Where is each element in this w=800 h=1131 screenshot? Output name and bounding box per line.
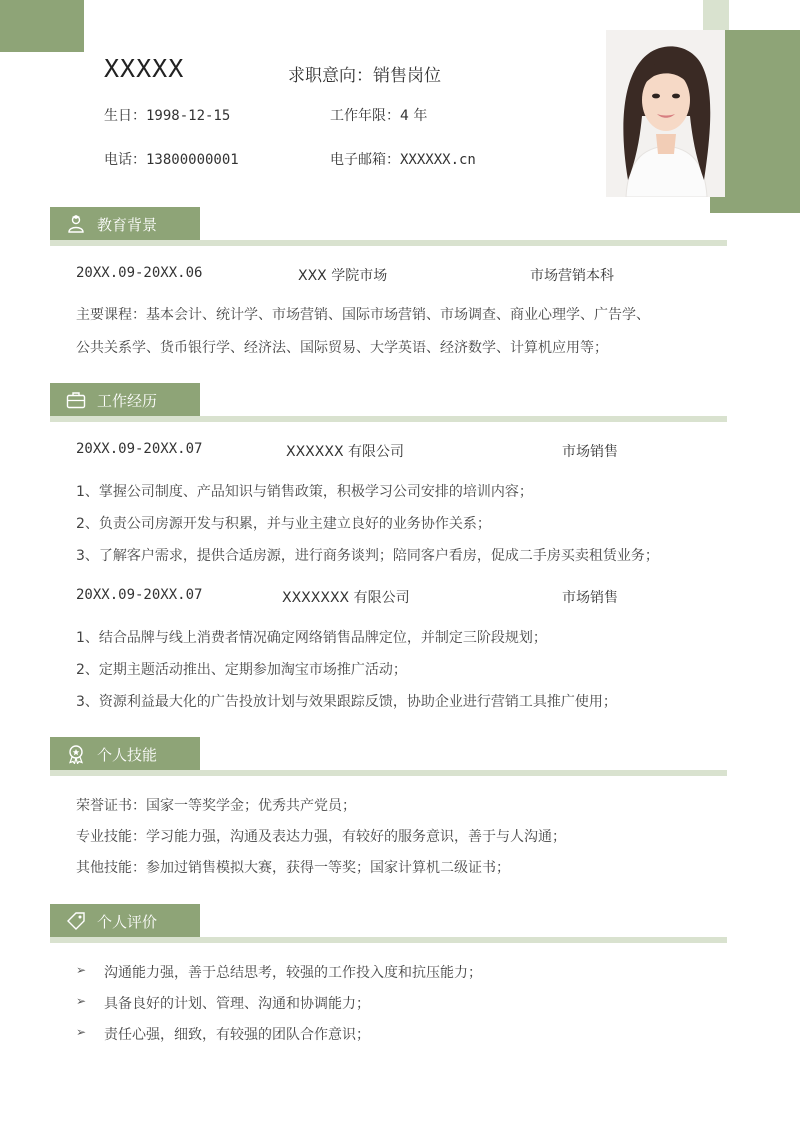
skill-line: 其他技能：参加过销售模拟大赛，获得一等奖；国家计算机二级证书； xyxy=(76,860,510,876)
education-major: 市场营销本科 xyxy=(530,268,614,284)
years-label: 工作年限： xyxy=(330,108,400,124)
email-value: XXXXXX.cn xyxy=(400,152,476,168)
section-divider xyxy=(50,770,727,776)
phone-value: 13800000001 xyxy=(146,152,239,168)
section-divider xyxy=(50,416,727,422)
section-header-evaluation xyxy=(50,904,200,937)
job-period: 20XX.09-20XX.07 xyxy=(76,587,203,603)
job-role: 市场销售 xyxy=(562,590,618,606)
section-header-skills xyxy=(50,737,200,770)
section-title: 教育背景 xyxy=(97,216,158,234)
briefcase-icon xyxy=(66,390,86,410)
section-title: 个人技能 xyxy=(97,746,158,764)
evaluation-item xyxy=(76,1024,370,1043)
job-company: XXXXXXX 有限公司 xyxy=(282,590,410,606)
email-info xyxy=(330,149,476,169)
job-intent: 求职意向：销售岗位 xyxy=(288,66,441,86)
bullet-arrow-icon: ➢ xyxy=(76,994,87,1008)
tag-icon xyxy=(66,911,86,931)
bullet-arrow-icon: ➢ xyxy=(76,1025,87,1039)
job-duty: 2、负责公司房源开发与积累，并与业主建立良好的业务协作关系； xyxy=(76,516,491,532)
corner-decoration-right-light xyxy=(703,0,729,30)
evaluation-text: 沟通能力强，善于总结思考，较强的工作投入度和抗压能力； xyxy=(104,965,482,981)
graduate-icon xyxy=(66,214,86,234)
years-info xyxy=(330,105,427,125)
education-period: 20XX.09-20XX.06 xyxy=(76,265,203,281)
education-school: XXX 学院市场 xyxy=(298,268,388,284)
birth-info xyxy=(104,105,230,125)
job-company: XXXXXX 有限公司 xyxy=(286,444,404,460)
evaluation-item xyxy=(76,993,370,1012)
section-divider xyxy=(50,240,727,246)
evaluation-text: 责任心强，细致，有较强的团队合作意识； xyxy=(104,1027,370,1043)
section-divider xyxy=(50,937,727,943)
job-role: 市场销售 xyxy=(562,444,618,460)
birth-label: 生日： xyxy=(104,108,146,124)
skill-line: 专业技能：学习能力强，沟通及表达力强，有较好的服务意识，善于与人沟通； xyxy=(76,829,566,845)
section-header-work xyxy=(50,383,200,416)
section-header-education xyxy=(50,207,200,240)
education-courses-line: 主要课程：基本会计、统计学、市场营销、国际市场营销、市场调查、商业心理学、广告学、 xyxy=(76,307,650,323)
section-title: 工作经历 xyxy=(97,392,158,410)
badge-icon xyxy=(66,744,86,764)
phone-label: 电话： xyxy=(104,152,146,168)
email-label: 电子邮箱： xyxy=(330,152,400,168)
job-duty: 1、掌握公司制度、产品知识与销售政策，积极学习公司安排的培训内容； xyxy=(76,484,533,500)
skill-line: 荣誉证书：国家一等奖学金；优秀共产党员； xyxy=(76,798,356,814)
evaluation-item xyxy=(76,962,482,981)
job-period: 20XX.09-20XX.07 xyxy=(76,441,203,457)
bullet-arrow-icon: ➢ xyxy=(76,963,87,977)
job-duty: 3、资源利益最大化的广告投放计划与效果跟踪反馈，协助企业进行营销工具推广使用； xyxy=(76,694,617,710)
years-value: 4 年 xyxy=(400,108,428,124)
profile-photo xyxy=(606,30,725,197)
job-duty: 1、结合品牌与线上消费者情况确定网络销售品牌定位，并制定三阶段规划； xyxy=(76,630,547,646)
corner-decoration-left xyxy=(0,0,84,52)
evaluation-text: 具备良好的计划、管理、沟通和协调能力； xyxy=(104,996,370,1012)
candidate-name: XXXXX xyxy=(104,54,185,83)
portrait-illustration xyxy=(606,30,725,197)
section-title: 个人评价 xyxy=(97,913,158,931)
job-duty: 3、了解客户需求，提供合适房源，进行商务谈判；陪同客户看房，促成二手房买卖租赁业务； xyxy=(76,548,659,564)
education-courses-line: 公共关系学、货币银行学、经济法、国际贸易、大学英语、经济数学、计算机应用等； xyxy=(76,340,608,356)
birth-value: 1998-12-15 xyxy=(146,108,231,124)
job-duty: 2、定期主题活动推出、定期参加淘宝市场推广活动； xyxy=(76,662,407,678)
phone-info xyxy=(104,149,239,169)
